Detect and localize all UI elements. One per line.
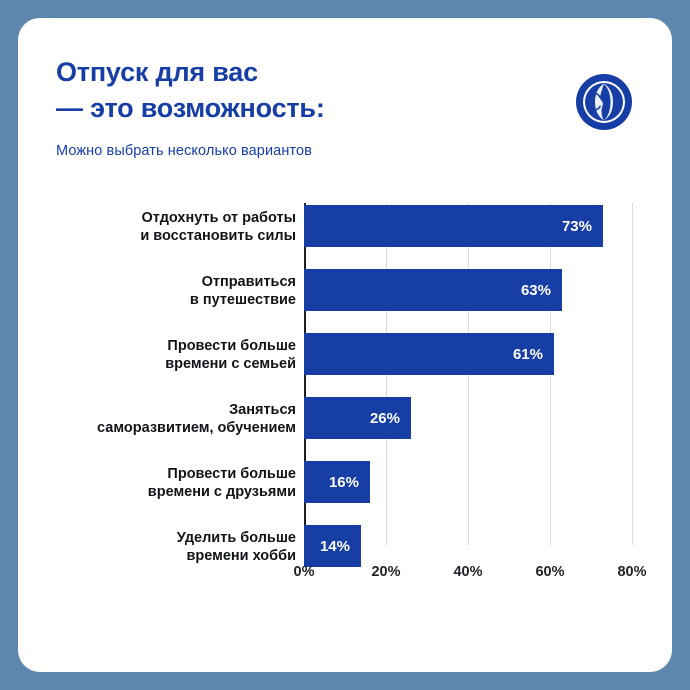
globe-face-logo-icon xyxy=(576,74,632,130)
category-label: Заняться саморазвитием, обучением xyxy=(97,402,296,436)
title-line-1: Отпуск для вас xyxy=(56,57,258,87)
bar-value-label: 61% xyxy=(512,345,543,363)
x-tick-label: 40% xyxy=(453,564,483,580)
plot-area xyxy=(293,203,647,588)
category-label: Отдохнуть от работы и восстановить силы xyxy=(140,210,296,244)
bar-chart xyxy=(56,193,647,633)
bar xyxy=(304,461,370,503)
bar-row xyxy=(304,333,554,375)
bar-value-label: 73% xyxy=(561,217,592,235)
bar-value-label: 16% xyxy=(328,473,359,491)
bar-value-label: 63% xyxy=(520,281,551,299)
bar-row xyxy=(304,269,562,311)
info-card xyxy=(18,18,672,672)
bar-value-label: 26% xyxy=(369,409,400,427)
page-title xyxy=(56,54,496,126)
x-tick-label: 20% xyxy=(371,564,401,580)
bar-row xyxy=(304,397,411,439)
bar xyxy=(304,205,603,247)
bar xyxy=(304,525,361,567)
category-label: Отправиться в путешествие xyxy=(189,274,296,308)
bars xyxy=(304,203,634,555)
bar-row xyxy=(304,525,361,567)
category-label: Уделить больше времени хобби xyxy=(176,530,296,564)
header xyxy=(56,54,634,159)
title-line-2: — это возможность: xyxy=(56,93,325,123)
bar xyxy=(304,269,562,311)
bar-row xyxy=(304,205,603,247)
bar xyxy=(304,397,411,439)
category-label: Провести больше времени с семьей xyxy=(165,338,296,372)
x-tick-label: 60% xyxy=(535,564,565,580)
bar xyxy=(304,333,554,375)
category-label: Провести больше времени с друзьями xyxy=(147,466,296,500)
x-tick-label: 80% xyxy=(617,564,647,580)
x-tick-label: 0% xyxy=(293,564,315,580)
category-labels xyxy=(56,203,296,588)
page-subtitle: Можно выбрать несколько вариантов xyxy=(56,143,312,159)
bar-value-label: 14% xyxy=(319,537,350,555)
bar-row xyxy=(304,461,370,503)
